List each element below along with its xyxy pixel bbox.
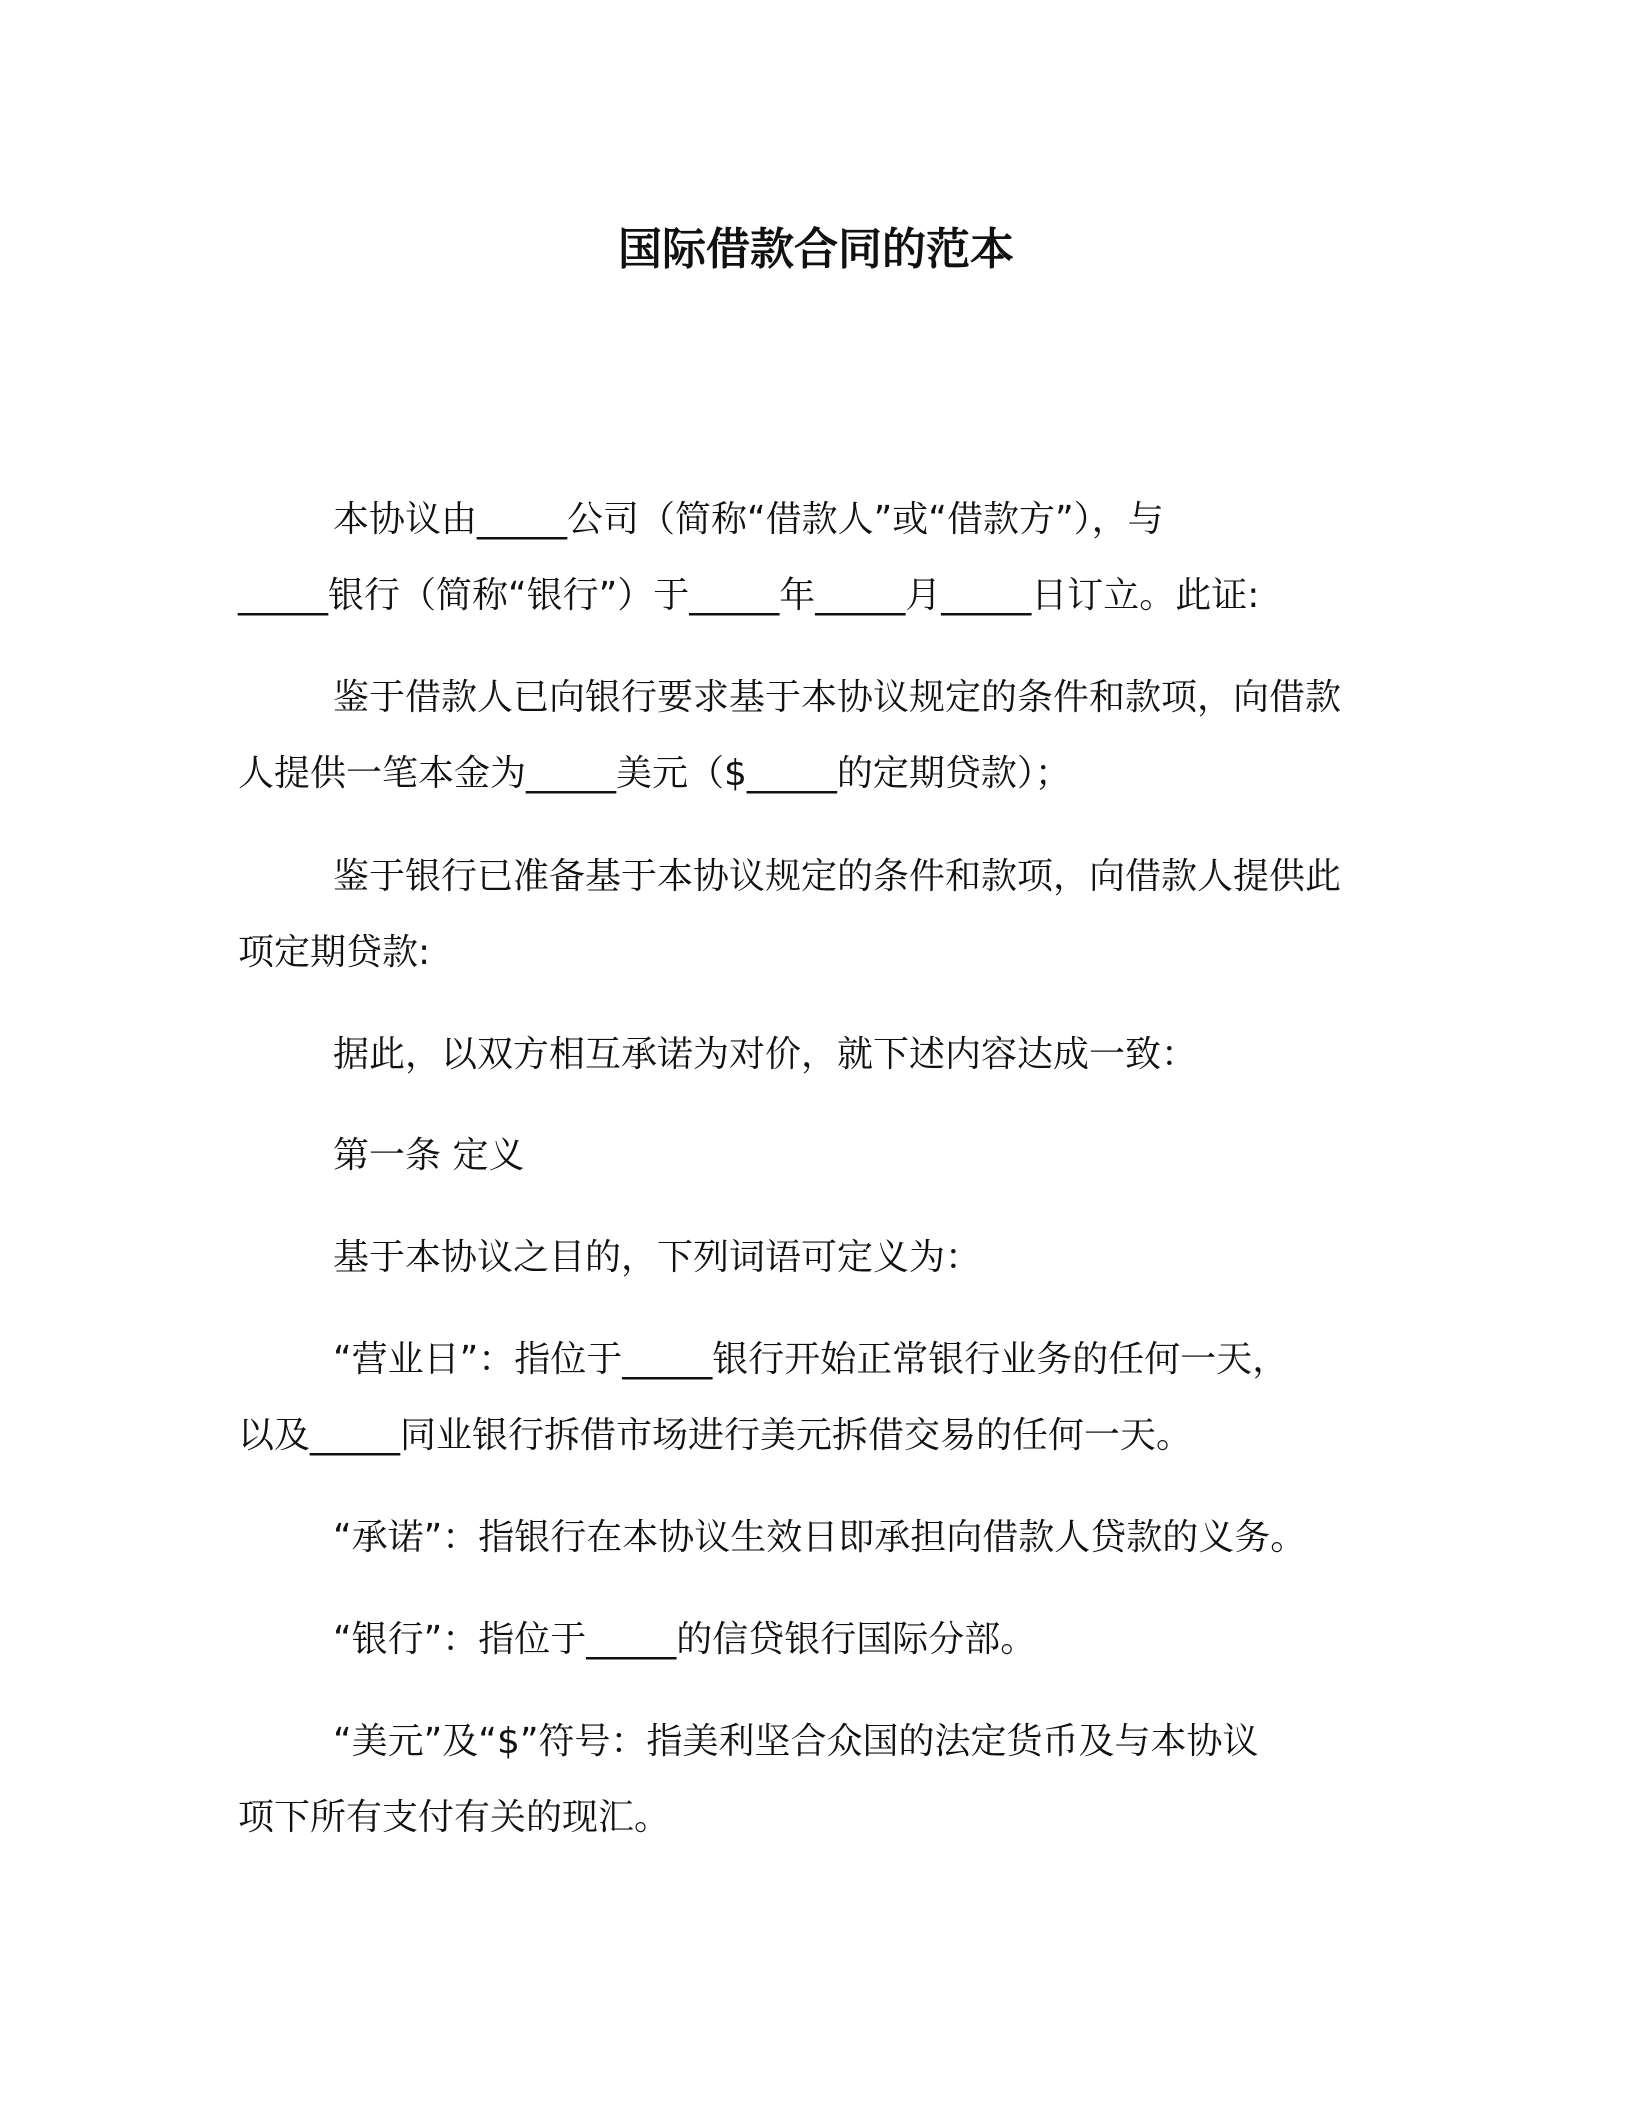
section-heading: 第一条 定义 xyxy=(333,1135,525,1176)
paragraph-line: 鉴于借款人已向银行要求基于本协议规定的条件和款项，向借款 xyxy=(333,677,1342,718)
paragraph-line: 本协议由_____公司（简称“借款人”或“借款方”），与 xyxy=(333,499,1164,540)
paragraph-line: 鉴于银行已准备基于本协议规定的条件和款项，向借款人提供此 xyxy=(333,856,1342,897)
paragraph-line: 基于本协议之目的，下列词语可定义为： xyxy=(333,1237,982,1278)
definition-line: 项下所有支付有关的现汇。 xyxy=(238,1797,671,1838)
definition-line: “美元”及“$”符号：指美利坚合众国的法定货币及与本协议 xyxy=(333,1721,1259,1762)
paragraph-line: 人提供一笔本金为_____美元（$_____的定期贷款）； xyxy=(238,753,1071,794)
document-title: 国际借款合同的范本 xyxy=(618,224,1014,275)
definition-line: “承诺”：指银行在本协议生效日即承担向借款人贷款的义务。 xyxy=(333,1517,1307,1558)
definition-line: 以及_____同业银行拆借市场进行美元拆借交易的任何一天。 xyxy=(238,1415,1193,1456)
paragraph-line: 项定期贷款: xyxy=(238,932,431,973)
paragraph-line: 据此，以双方相互承诺为对价，就下述内容达成一致： xyxy=(333,1034,1198,1075)
definition-line: “营业日”：指位于_____银行开始正常银行业务的任何一天， xyxy=(333,1339,1289,1380)
definition-line: “银行”：指位于_____的信贷银行国际分部。 xyxy=(333,1619,1037,1660)
paragraph-line: _____银行（简称“银行”）于_____年_____月_____日订立。此证: xyxy=(238,575,1260,616)
